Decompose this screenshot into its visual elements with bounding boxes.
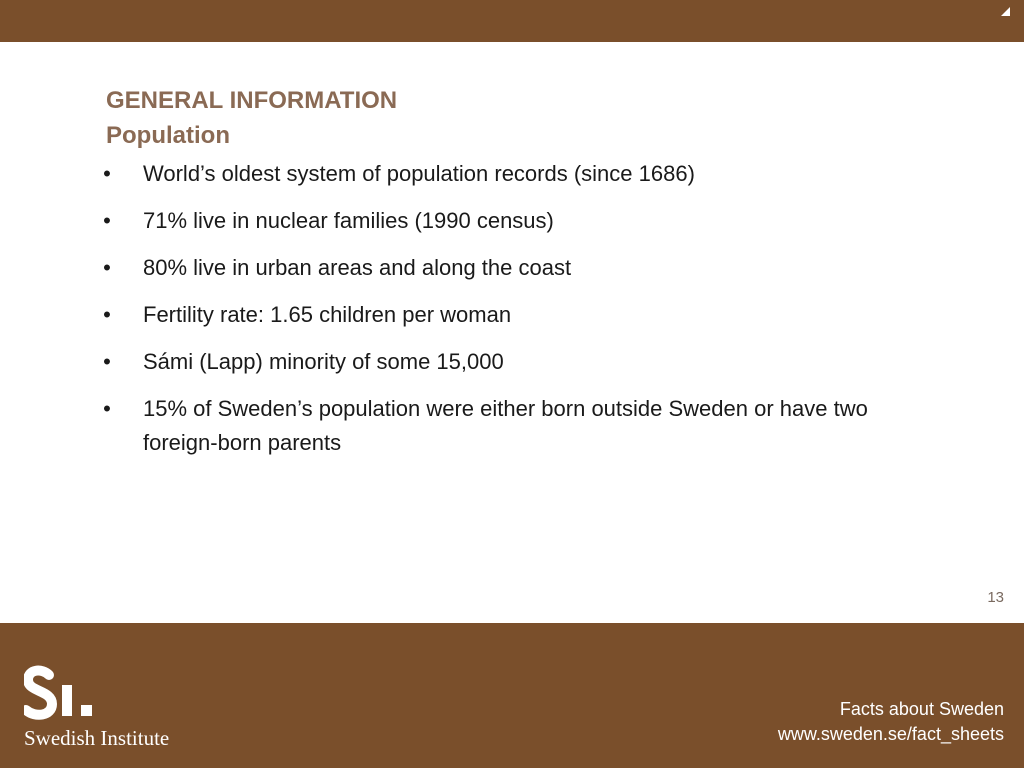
bullet-item bbox=[100, 251, 880, 285]
footer-title: Facts about Sweden bbox=[839, 699, 1004, 719]
bullet-text: Sámi (Lapp) minority of some 15,000 bbox=[143, 349, 504, 374]
footer-bar bbox=[0, 623, 1024, 768]
slide-heading bbox=[106, 83, 397, 153]
bullet-text: 15% of Sweden’s population were either born outside Sweden or have two foreign-born parents bbox=[143, 396, 868, 455]
logo-wordmark: Swedish Institute bbox=[24, 726, 170, 750]
page-number: 13 bbox=[987, 589, 1004, 606]
slide-subtitle: Population bbox=[106, 122, 230, 149]
bullet-dot: • bbox=[103, 349, 111, 374]
bullet-text: Fertility rate: 1.65 children per woman bbox=[143, 302, 512, 327]
bullet-item bbox=[100, 392, 880, 460]
bullet-text: 71% live in nuclear families (1990 census) bbox=[143, 208, 554, 233]
bullet-list bbox=[100, 157, 880, 473]
footer-info bbox=[778, 697, 1004, 747]
bullet-item bbox=[100, 157, 880, 191]
slide-title: GENERAL INFORMATION bbox=[106, 87, 398, 114]
bullet-text: 80% live in urban areas and along the coast bbox=[143, 255, 572, 280]
bullet-dot: • bbox=[103, 208, 111, 233]
bullet-text: World’s oldest system of population records (since 1686) bbox=[143, 161, 695, 186]
bullet-dot: • bbox=[103, 396, 111, 421]
corner-arrow-icon bbox=[1001, 7, 1010, 16]
top-bar bbox=[0, 0, 1024, 42]
bullet-dot: • bbox=[103, 161, 111, 186]
bullet-item bbox=[100, 204, 880, 238]
bullet-item bbox=[100, 345, 880, 379]
footer-url[interactable]: www.sweden.se/fact_sheets bbox=[777, 724, 1004, 744]
bullet-dot: • bbox=[103, 255, 111, 280]
si-logo-mark bbox=[24, 665, 106, 723]
bullet-dot: • bbox=[103, 302, 111, 327]
swedish-institute-logo bbox=[24, 665, 169, 750]
bullet-item bbox=[100, 298, 880, 332]
